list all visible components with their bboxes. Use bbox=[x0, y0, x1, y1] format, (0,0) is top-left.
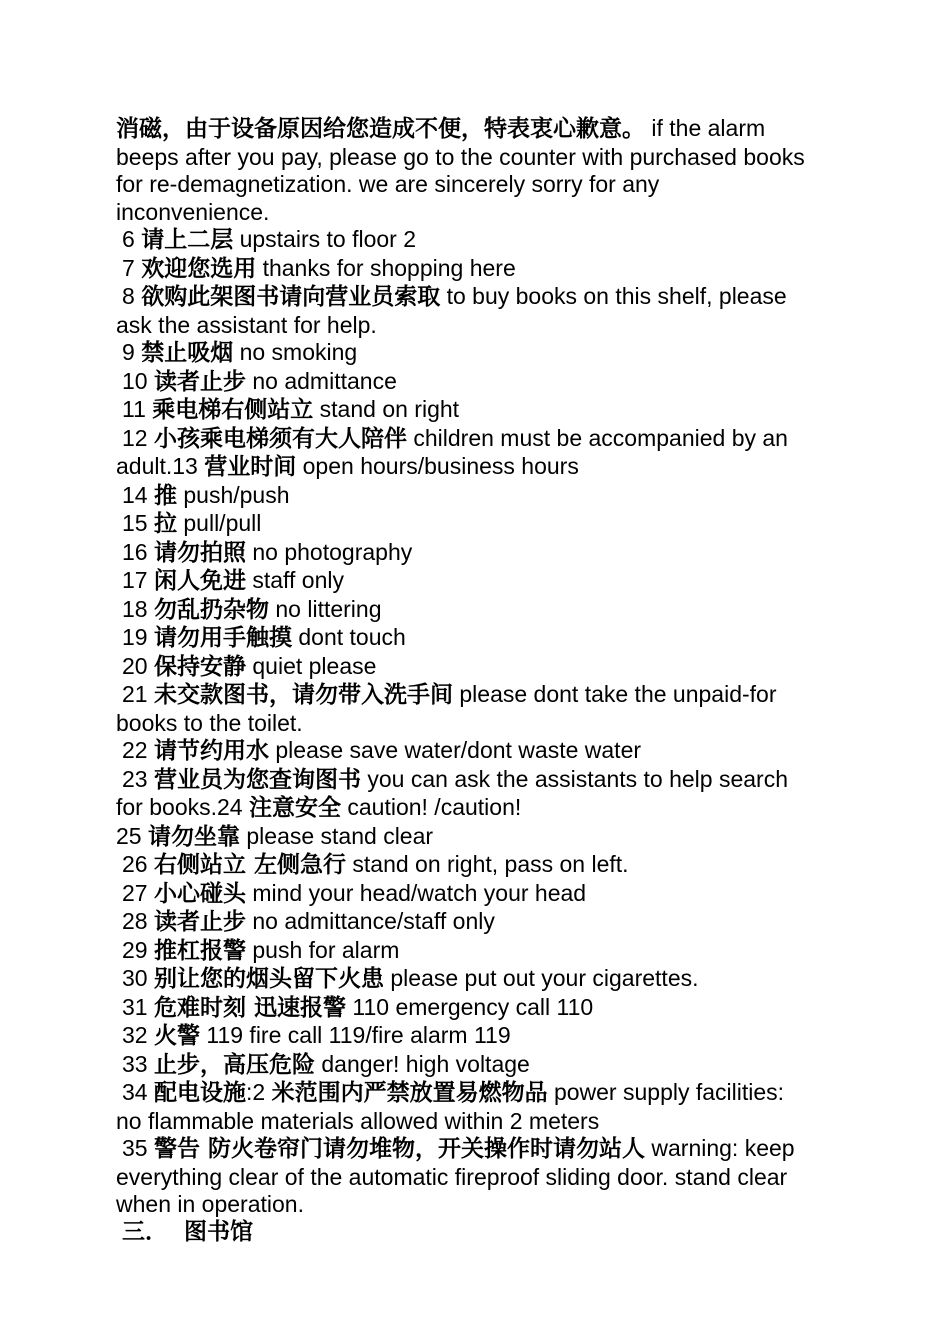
text-line bbox=[116, 596, 838, 625]
chinese-sign-text: 注意安全 bbox=[248, 795, 341, 821]
chinese-sign-text: 推杠报警 bbox=[153, 937, 246, 964]
text-line bbox=[116, 851, 838, 880]
text-line bbox=[116, 653, 838, 682]
english-translation: please put out your cigarettes. bbox=[383, 965, 699, 991]
text-line bbox=[116, 937, 838, 966]
chinese-sign-text: 闲人免进 bbox=[153, 568, 246, 594]
text-line bbox=[116, 681, 838, 710]
text-line bbox=[116, 794, 838, 823]
text-line bbox=[116, 994, 838, 1023]
chinese-sign-text: 危难时刻 迅速报警 bbox=[153, 994, 346, 1021]
item-number: 8 bbox=[122, 283, 142, 309]
line-text: beeps after you pay, please go to the counter with purchased books bbox=[116, 143, 805, 170]
text-line bbox=[116, 567, 838, 596]
chinese-sign-text: 拉 bbox=[153, 511, 177, 537]
line-text: for re-demagnetization. we are sincerely sorry for any bbox=[116, 171, 660, 197]
chinese-sign-text: 火警 bbox=[153, 1023, 200, 1049]
text-line bbox=[116, 115, 838, 144]
chinese-sign-text: 请勿坐靠 bbox=[147, 823, 240, 850]
english-translation: you can ask the assistants to help search bbox=[360, 765, 789, 792]
chinese-sign-text: 营业员为您查询图书 bbox=[153, 766, 361, 793]
english-translation: please stand clear bbox=[239, 822, 434, 849]
item-number: 32 bbox=[122, 1022, 154, 1048]
item-number: 34 bbox=[122, 1079, 154, 1105]
item-number: 15 bbox=[122, 510, 154, 536]
text-line bbox=[116, 226, 838, 255]
item-number: for books.24 bbox=[116, 794, 249, 820]
english-translation: caution! /caution! bbox=[340, 794, 522, 820]
item-number: 10 bbox=[122, 367, 154, 394]
chinese-sign-text: 消磁，由于设备原因给您造成不便，特表衷心歉意。 bbox=[116, 116, 645, 142]
item-number: 25 bbox=[116, 822, 148, 849]
item-number: 17 bbox=[122, 567, 154, 593]
item-number: 31 bbox=[122, 993, 154, 1020]
item-number: 27 bbox=[122, 879, 154, 906]
document-page bbox=[116, 115, 838, 1246]
item-number: 7 bbox=[122, 254, 142, 281]
line-text: everything clear of the automatic fireproof sliding door. stand clear bbox=[116, 1163, 788, 1190]
text-line bbox=[116, 710, 838, 738]
line-text: ask the assistant for help. bbox=[116, 311, 377, 338]
english-translation: open hours/business hours bbox=[296, 453, 579, 479]
english-translation: dont touch bbox=[291, 624, 406, 650]
chinese-sign-text: 右侧站立 左侧急行 bbox=[153, 852, 346, 878]
english-translation: quiet please bbox=[245, 652, 377, 679]
text-line bbox=[116, 453, 838, 482]
chinese-sign-text: 乘电梯右侧站立 bbox=[152, 397, 314, 423]
text-line bbox=[116, 624, 838, 653]
english-translation: please dont take the unpaid-for bbox=[452, 681, 777, 707]
english-translation: power supply facilities: bbox=[547, 1079, 785, 1105]
english-translation: staff only bbox=[245, 567, 345, 593]
english-translation: upstairs to floor 2 bbox=[233, 226, 416, 252]
english-translation: mind your head/watch your head bbox=[245, 879, 587, 906]
item-number: 33 bbox=[122, 1050, 154, 1077]
item-number: 30 bbox=[122, 965, 154, 991]
english-translation: stand on right, pass on left. bbox=[346, 851, 629, 877]
chinese-sign-text: 别让您的烟头留下火患 bbox=[153, 966, 384, 992]
english-translation: children must be accompanied by an bbox=[406, 424, 788, 451]
text-line bbox=[116, 171, 838, 199]
english-translation: no littering bbox=[268, 595, 382, 622]
chinese-sign-text: 读者止步 bbox=[153, 368, 246, 395]
text-line bbox=[116, 396, 838, 425]
chinese-sign-text: 请上二层 bbox=[141, 227, 234, 253]
english-translation: warning: keep bbox=[645, 1135, 795, 1161]
item-number: 18 bbox=[122, 595, 154, 622]
chinese-sign-text: 警告 防火卷帘门请勿堆物，开关操作时请勿站人 bbox=[153, 1136, 645, 1162]
english-translation: thanks for shopping here bbox=[256, 254, 516, 281]
item-number: 20 bbox=[122, 652, 154, 679]
text-line bbox=[116, 199, 838, 227]
line-text: books to the toilet. bbox=[116, 709, 303, 736]
line-text: when in operation. bbox=[116, 1191, 304, 1217]
inline-text: :2 bbox=[245, 1079, 272, 1105]
chinese-sign-text: 请勿用手触摸 bbox=[153, 625, 292, 651]
item-number: 11 bbox=[122, 396, 153, 422]
item-number: 29 bbox=[122, 936, 154, 963]
item-number: 28 bbox=[122, 908, 154, 934]
text-line bbox=[116, 144, 838, 172]
line-text: no flammable materials allowed within 2 meters bbox=[116, 1107, 600, 1134]
text-line bbox=[116, 823, 838, 852]
english-translation: no smoking bbox=[233, 339, 358, 365]
chinese-sign-text: 未交款图书，请勿带入洗手间 bbox=[153, 682, 453, 708]
text-line bbox=[116, 339, 838, 368]
item-number: 6 bbox=[122, 226, 142, 252]
section-heading: 三． 图书馆 bbox=[122, 1218, 254, 1245]
text-line bbox=[116, 1135, 838, 1164]
text-line bbox=[116, 908, 838, 937]
english-translation: 110 emergency call 110 bbox=[346, 993, 594, 1020]
chinese-sign-text: 保持安静 bbox=[153, 653, 246, 680]
item-number: 16 bbox=[122, 538, 154, 565]
item-number: 26 bbox=[122, 851, 154, 877]
text-line bbox=[116, 425, 838, 454]
english-translation: if the alarm bbox=[645, 115, 766, 141]
text-line bbox=[116, 255, 838, 284]
item-number: 35 bbox=[122, 1135, 154, 1161]
english-translation: stand on right bbox=[313, 396, 460, 422]
item-number: 14 bbox=[122, 481, 154, 508]
sign-translation-list bbox=[116, 115, 838, 1219]
text-line bbox=[116, 283, 838, 312]
english-translation: please save water/dont waste water bbox=[268, 737, 642, 763]
text-line bbox=[116, 965, 838, 994]
item-number: 12 bbox=[122, 424, 154, 451]
chinese-sign-text: 推 bbox=[153, 482, 177, 509]
chinese-sign-text: 配电设施 bbox=[153, 1080, 246, 1106]
item-number: 22 bbox=[122, 737, 154, 763]
chinese-sign-text: 止步，高压危险 bbox=[153, 1051, 315, 1078]
text-line bbox=[116, 510, 838, 539]
text-line bbox=[116, 368, 838, 397]
item-number: 9 bbox=[122, 339, 142, 365]
english-translation: to buy books on this shelf, please bbox=[440, 283, 787, 309]
item-number: adult.13 bbox=[116, 453, 205, 479]
english-translation: 119 fire call 119/fire alarm 119 bbox=[199, 1022, 511, 1048]
english-translation: danger! high voltage bbox=[314, 1050, 530, 1077]
text-line bbox=[116, 482, 838, 511]
text-line bbox=[116, 766, 838, 795]
text-line bbox=[116, 880, 838, 909]
text-line bbox=[116, 1022, 838, 1051]
english-translation: push for alarm bbox=[245, 936, 400, 963]
item-number: 19 bbox=[122, 624, 154, 650]
english-translation: no photography bbox=[245, 538, 413, 565]
chinese-sign-text: 请勿拍照 bbox=[153, 539, 246, 566]
chinese-sign-text: 禁止吸烟 bbox=[141, 340, 234, 366]
text-line bbox=[116, 1079, 838, 1108]
chinese-sign-text: 米范围内严禁放置易燃物品 bbox=[271, 1080, 548, 1106]
chinese-sign-text: 营业时间 bbox=[204, 454, 297, 480]
chinese-sign-text: 小孩乘电梯须有大人陪伴 bbox=[153, 425, 407, 452]
chinese-sign-text: 请节约用水 bbox=[153, 738, 269, 764]
text-line bbox=[116, 1051, 838, 1080]
line-text: inconvenience. bbox=[116, 198, 270, 225]
item-number: 21 bbox=[122, 681, 154, 707]
text-line bbox=[116, 539, 838, 568]
chinese-sign-text: 勿乱扔杂物 bbox=[153, 596, 269, 623]
chinese-sign-text: 读者止步 bbox=[153, 909, 246, 935]
item-number: 23 bbox=[122, 765, 154, 792]
chinese-sign-text: 欢迎您选用 bbox=[141, 255, 257, 282]
english-translation: push/push bbox=[176, 481, 290, 508]
english-translation: no admittance bbox=[245, 367, 397, 394]
chinese-sign-text: 小心碰头 bbox=[153, 880, 246, 907]
text-line bbox=[116, 1191, 838, 1219]
english-translation: no admittance/staff only bbox=[245, 908, 495, 934]
chinese-sign-text: 欲购此架图书请向营业员索取 bbox=[141, 284, 441, 310]
text-line bbox=[116, 1108, 838, 1136]
text-line bbox=[116, 1164, 838, 1192]
english-translation: pull/pull bbox=[176, 510, 262, 536]
text-line bbox=[116, 312, 838, 340]
text-line bbox=[116, 737, 838, 766]
